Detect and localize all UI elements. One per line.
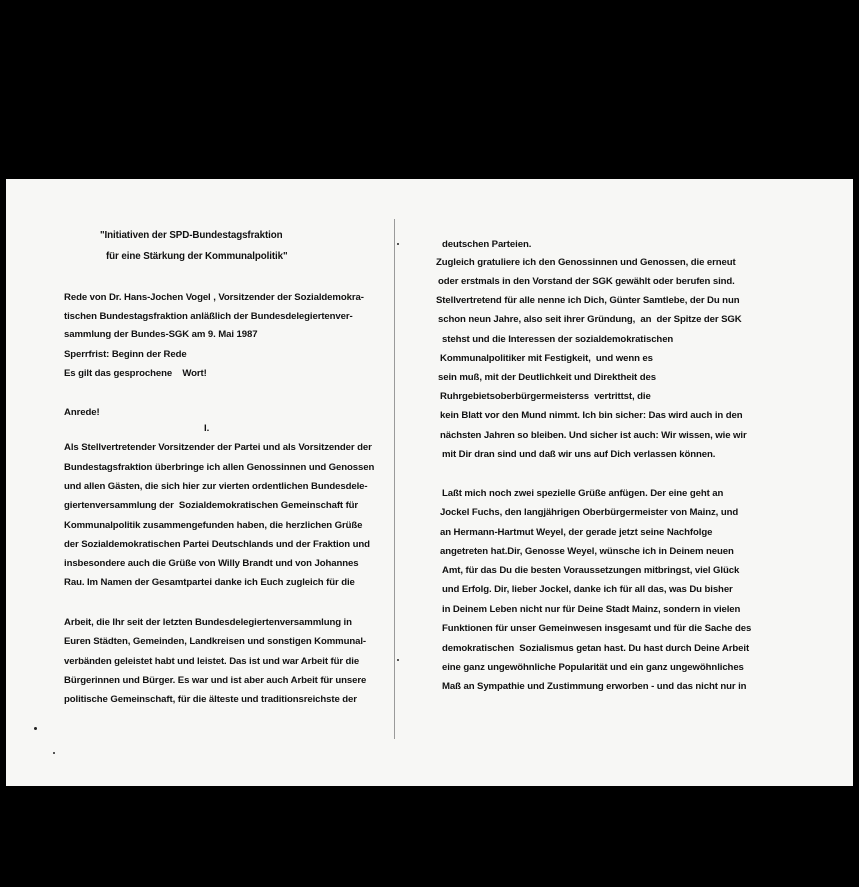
paragraph-line: verbänden geleistet habt und leistet. Das ist und war Arbeit für die [64,656,360,667]
scan-speck [397,243,399,245]
paragraph-line: und allen Gästen, die sich hier zur vierten ordentlichen Bundesdele- [64,481,368,492]
paragraph-line: Rau. Im Namen der Gesamtpartei danke ich Euch zugleich für die [64,577,355,588]
paragraph-line: Jockel Fuchs, den langjährigen Oberbürgermeister von Mainz, und [440,507,739,518]
paragraph-line: oder erstmals in den Vorstand der SGK gewählt oder berufen sind. [438,276,735,287]
paragraph-line: politische Gemeinschaft, für die älteste und traditionsreichste der [64,694,357,705]
paragraph-line: Zugleich gratuliere ich den Genossinnen und Genossen, die erneut [436,257,736,268]
paragraph-line: Euren Städten, Gemeinden, Landkreisen und sonstigen Kommunal- [64,636,367,647]
spoken-word-note: Es gilt das gesprochene Wort! [64,368,207,379]
paragraph-line: Bürgerinnen und Bürger. Es war und ist aber auch Arbeit für unsere [64,675,367,686]
paragraph-line: kein Blatt vor den Mund nimmt. Ich bin sicher: Das wird auch in den [440,410,743,421]
paragraph-line: in Deinem Leben nicht nur für Deine Stadt Mainz, sondern in vielen [442,604,741,615]
paragraph-line: eine ganz ungewöhnliche Popularität und ein ganz ungewöhnliches [442,662,744,673]
speech-title-line-2: für eine Stärkung der Kommunalpolitik" [106,251,288,262]
header-line: tischen Bundestagsfraktion anläßlich der Bundesdelegiertenver- [64,311,353,322]
left-column [64,179,384,779]
scan-speck [397,659,399,661]
paragraph-line: Stellvertretend für alle nenne ich Dich, Günter Samtlebe, der Du nun [436,295,740,306]
paragraph-line: demokratischen Sozialismus getan hast. Du hast durch Deine Arbeit [442,643,750,654]
section-numeral: I. [204,423,210,434]
paragraph-line: Amt, für das Du die besten Voraussetzungen mitbringst, viel Glück [442,565,740,576]
paragraph-line: Funktionen für unser Gemeinwesen insgesamt und für die Sache des [442,623,752,634]
paragraph-line: Als Stellvertretender Vorsitzender der Partei und als Vorsitzender der [64,442,372,453]
paragraph-line: deutschen Parteien. [442,239,532,250]
paragraph-line: stehst und die Interessen der sozialdemokratischen [442,334,674,345]
paragraph-line: giertenversammlung der Sozialdemokratischen Gemeinschaft für [64,500,359,511]
paragraph-line: sein muß, mit der Deutlichkeit und Direktheit des [438,372,656,383]
sperrfrist-line: Sperrfrist: Beginn der Rede [64,349,187,360]
right-column [436,179,846,779]
paragraph-line: Ruhrgebietsoberbürgermeisterss vertrittst, die [440,391,651,402]
paragraph-line: und Erfolg. Dir, lieber Jockel, danke ich für all das, was Du bisher [442,584,733,595]
paragraph-line: Laßt mich noch zwei spezielle Grüße anfügen. Der eine geht an [442,488,724,499]
paragraph-line: insbesondere auch die Grüße von Willy Brandt und von Johannes [64,558,359,569]
paragraph-line: der Sozialdemokratischen Partei Deutschlands und der Fraktion und [64,539,370,550]
column-divider [394,219,395,739]
scanned-document-page [6,179,853,786]
paragraph-line: mit Dir dran sind und daß wir uns auf Dich verlassen können. [442,449,716,460]
header-line: sammlung der Bundes-SGK am 9. Mai 1987 [64,329,258,340]
scan-speck [34,727,37,730]
paragraph-line: nächsten Jahren so bleiben. Und sicher ist auch: Wir wissen, wie wir [440,430,747,441]
scan-speck [53,752,55,754]
paragraph-line: schon neun Jahre, also seit ihrer Gründung, an der Spitze der SGK [438,314,742,325]
paragraph-line: Arbeit, die Ihr seit der letzten Bundesdelegiertenversammlung in [64,617,352,628]
paragraph-line: Bundestagsfraktion überbringe ich allen Genossinnen und Genossen [64,462,375,473]
salutation: Anrede! [64,407,100,418]
paragraph-line: Kommunalpolitik zusammengefunden haben, die herzlichen Grüße [64,520,363,531]
speech-title-line-1: "Initiativen der SPD-Bundestagsfraktion [100,230,283,241]
header-line: Rede von Dr. Hans-Jochen Vogel , Vorsitzender der Sozialdemokra- [64,292,364,303]
paragraph-line: an Hermann-Hartmut Weyel, der gerade jetzt seine Nachfolge [440,527,713,538]
paragraph-line: Maß an Sympathie und Zustimmung erworben - und das nicht nur in [442,681,747,692]
paragraph-line: Kommunalpolitiker mit Festigkeit, und wenn es [440,353,653,364]
paragraph-line: angetreten hat.Dir, Genosse Weyel, wünsche ich in Deinem neuen [440,546,734,557]
